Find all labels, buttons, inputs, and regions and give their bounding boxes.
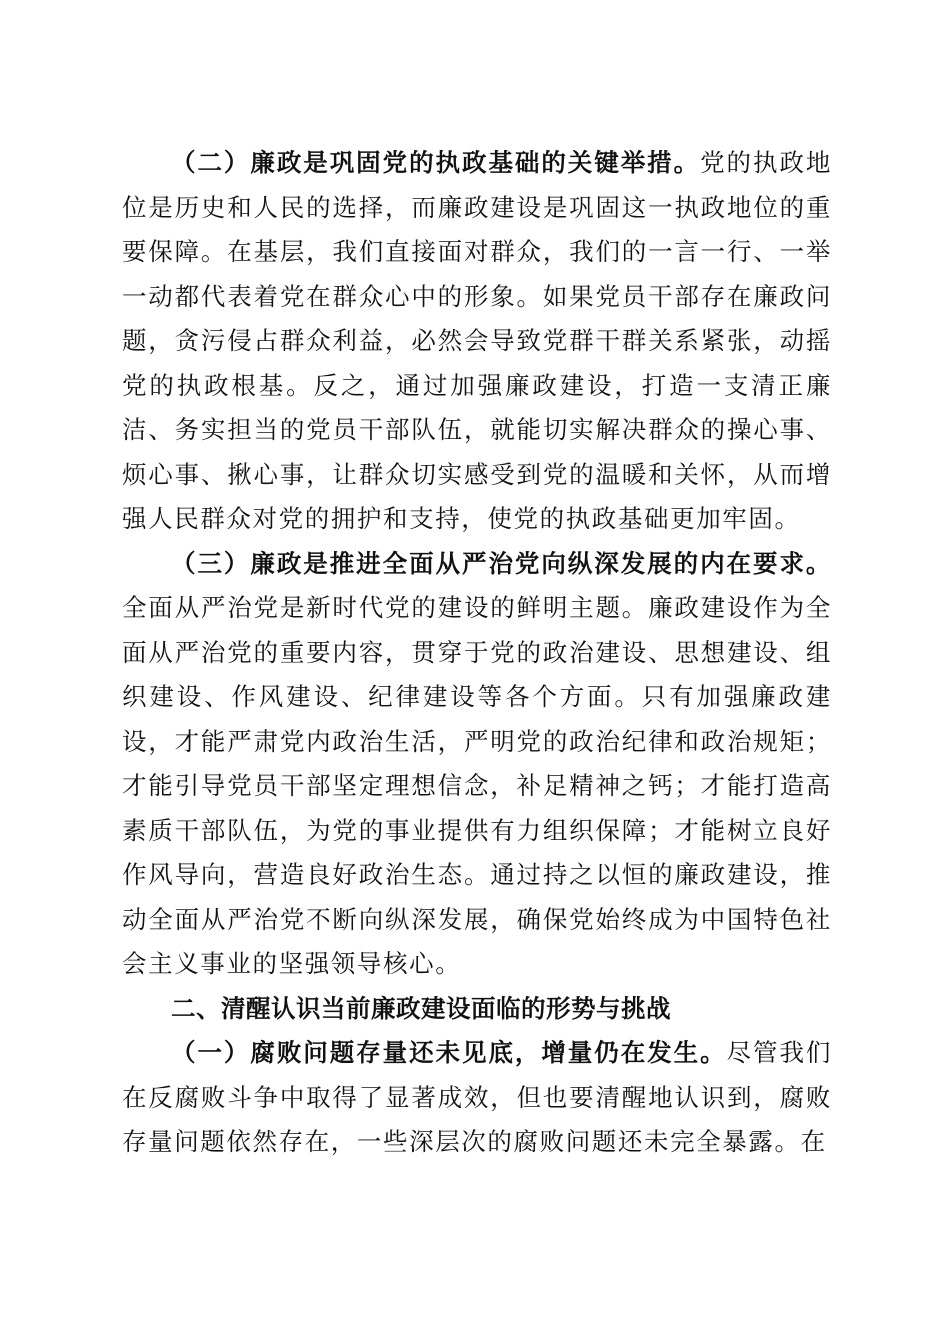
paragraph-3-lead: （三）廉政是推进全面从严治党向纵深发展的内在要求。: [171, 548, 832, 578]
paragraph-final-lead: （一）腐败问题存量还未见底，增量仍在发生。: [171, 1038, 727, 1067]
paragraph-2: [122, 141, 832, 542]
paragraph-final: [122, 1031, 832, 1165]
paragraph-3: [122, 542, 832, 987]
paragraph-2-body: 党的执政地位是历史和人民的选择，而廉政建设是巩固这一执政地位的重要保障。在基层，我们直接面对群众，我们的一言一行、一举一动都代表着党在群众心中的形象。如果党员干部存在廉政问题，贪污侵占群众利益，必然会导致党群干群关系紧张，动摇党的执政根基。反之，通过加强廉政建设，打造一支清正廉洁、务实担当的党员干部队伍，就能切实解决群众的操心事、烦心事、揪心事，让群众切实感受到党的温暖和关怀，从而增强人民群众对党的拥护和支持，使党的执政基础更加牢固。: [122, 148, 833, 533]
document-body: [122, 141, 832, 1165]
paragraph-3-body: 全面从严治党是新时代党的建设的鲜明主题。廉政建设作为全面从严治党的重要内容，贯穿于党的政治建设、思想建设、组织建设、作风建设、纪律建设等各个方面。只有加强廉政建设，才能严肃党内政治生活，严明党的政治纪律和政治规矩；才能引导党员干部坚定理想信念，补足精神之钙；才能打造高素质干部队伍，为党的事业提供有力组织保障；才能树立良好作风导向，营造良好政治生态。通过持之以恒的廉政建设，推动全面从严治党不断向纵深发展，确保党始终成为中国特色社会主义事业的坚强领导核心。: [122, 593, 832, 978]
paragraph-final-body: 尽管我们在反腐败斗争中取得了显著成效，但也要清醒地认识到，腐败存量问题依然存在，一些深层次的腐败问题还未完全暴露。在: [122, 1038, 832, 1156]
section-heading: 二、清醒认识当前廉政建设面临的形势与挑战: [171, 993, 671, 1023]
paragraph-2-lead: （二）廉政是巩固党的执政基础的关键举措。: [171, 148, 701, 177]
